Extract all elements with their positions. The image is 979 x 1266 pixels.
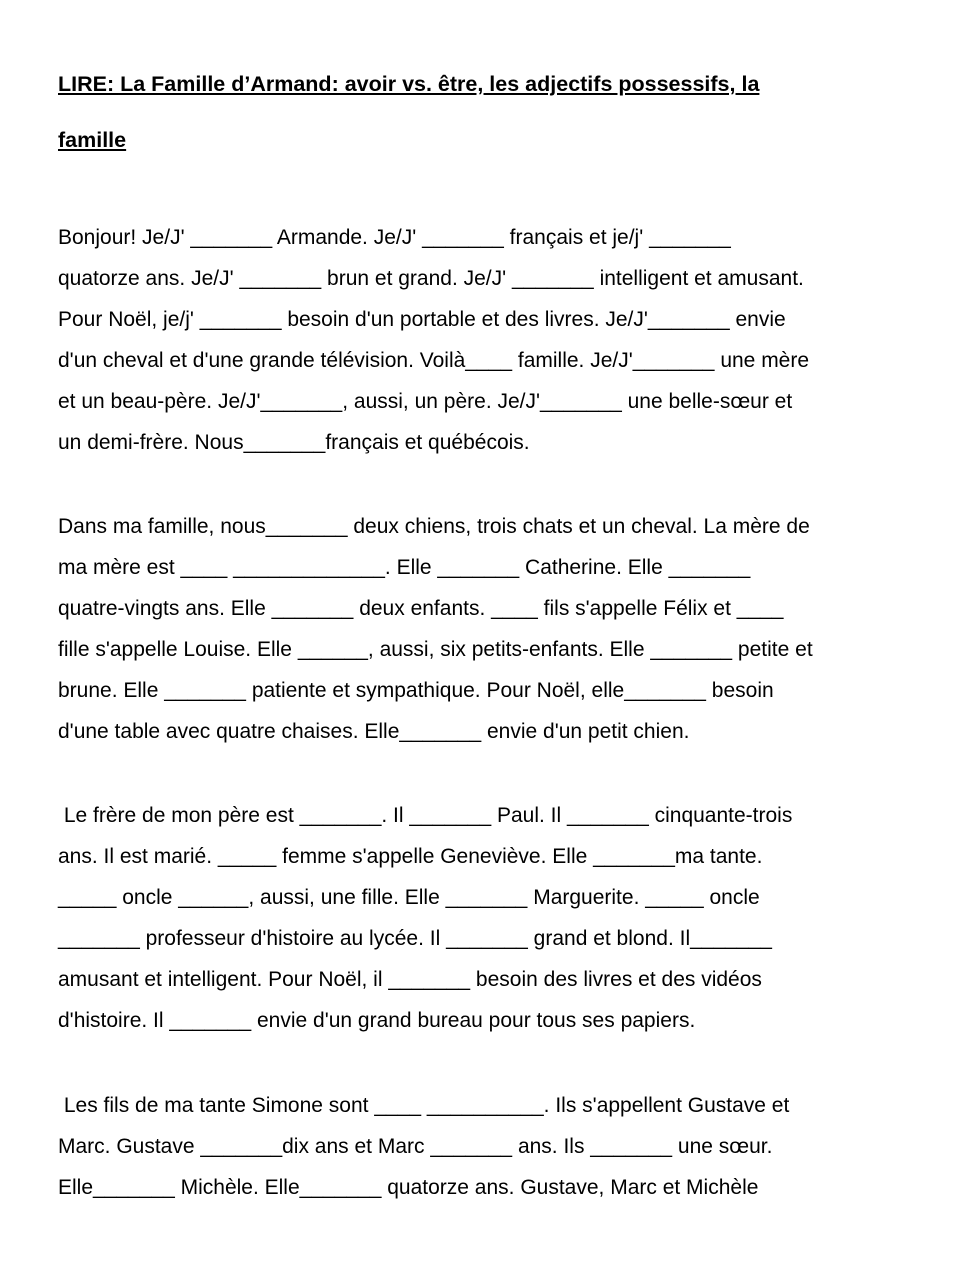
text-line: d'histoire. Il _______ envie d'un grand bureau pour tous ses papiers. bbox=[58, 1009, 696, 1032]
text-line: un demi-frère. Nous_______français et québécois. bbox=[58, 431, 530, 454]
text-line: Les fils de ma tante Simone sont ____ __________. Ils s'appellent Gustave et bbox=[58, 1094, 790, 1117]
text-line: Bonjour! Je/J' _______ Armande. Je/J' _______ français et je/j' _______ bbox=[58, 226, 731, 249]
text-line: Dans ma famille, nous_______ deux chiens, trois chats et un cheval. La mère de bbox=[58, 515, 810, 538]
text-line: ma mère est ____ _____________. Elle _______ Catherine. Elle _______ bbox=[58, 556, 751, 579]
text-line: _______ professeur d'histoire au lycée. Il _______ grand et blond. Il_______ bbox=[58, 927, 772, 950]
paragraph-grandmother bbox=[58, 506, 938, 752]
text-line: brune. Elle _______ patiente et sympathique. Pour Noël, elle_______ besoin bbox=[58, 679, 774, 702]
text-line: quatorze ans. Je/J' _______ brun et grand. Je/J' _______ intelligent et amusant. bbox=[58, 267, 804, 290]
paragraph-cousins bbox=[58, 1085, 938, 1208]
text-line: Le frère de mon père est _______. Il _______ Paul. Il _______ cinquante-trois bbox=[58, 804, 793, 827]
text-line: amusant et intelligent. Pour Noël, il _______ besoin des livres et des vidéos bbox=[58, 968, 762, 991]
text-line: Pour Noël, je/j' _______ besoin d'un portable et des livres. Je/J'_______ envie bbox=[58, 308, 786, 331]
title-line-2: famille bbox=[58, 128, 127, 152]
text-line: _____ oncle ______, aussi, une fille. Elle _______ Marguerite. _____ oncle bbox=[58, 886, 760, 909]
text-line: quatre-vingts ans. Elle _______ deux enfants. ____ fils s'appelle Félix et ____ bbox=[58, 597, 784, 620]
worksheet-title bbox=[58, 56, 918, 168]
text-line: d'une table avec quatre chaises. Elle_______ envie d'un petit chien. bbox=[58, 720, 690, 743]
text-line: d'un cheval et d'une grande télévision. Voilà____ famille. Je/J'_______ une mère bbox=[58, 349, 810, 372]
paragraph-uncle bbox=[58, 795, 938, 1041]
text-line: fille s'appelle Louise. Elle ______, aussi, six petits-enfants. Elle _______ petite et bbox=[58, 638, 813, 661]
text-line: Elle_______ Michèle. Elle_______ quatorze ans. Gustave, Marc et Michèle bbox=[58, 1176, 759, 1199]
text-line: Marc. Gustave _______dix ans et Marc _______ ans. Ils _______ une sœur. bbox=[58, 1135, 773, 1158]
title-line-1: LIRE: La Famille d’Armand: avoir vs. être, les adjectifs possessifs, la bbox=[58, 72, 760, 96]
text-line: ans. Il est marié. _____ femme s'appelle Geneviève. Elle _______ma tante. bbox=[58, 845, 763, 868]
text-line: et un beau-père. Je/J'_______, aussi, un père. Je/J'_______ une belle-sœur et bbox=[58, 390, 793, 413]
paragraph-armande-intro bbox=[58, 217, 938, 463]
